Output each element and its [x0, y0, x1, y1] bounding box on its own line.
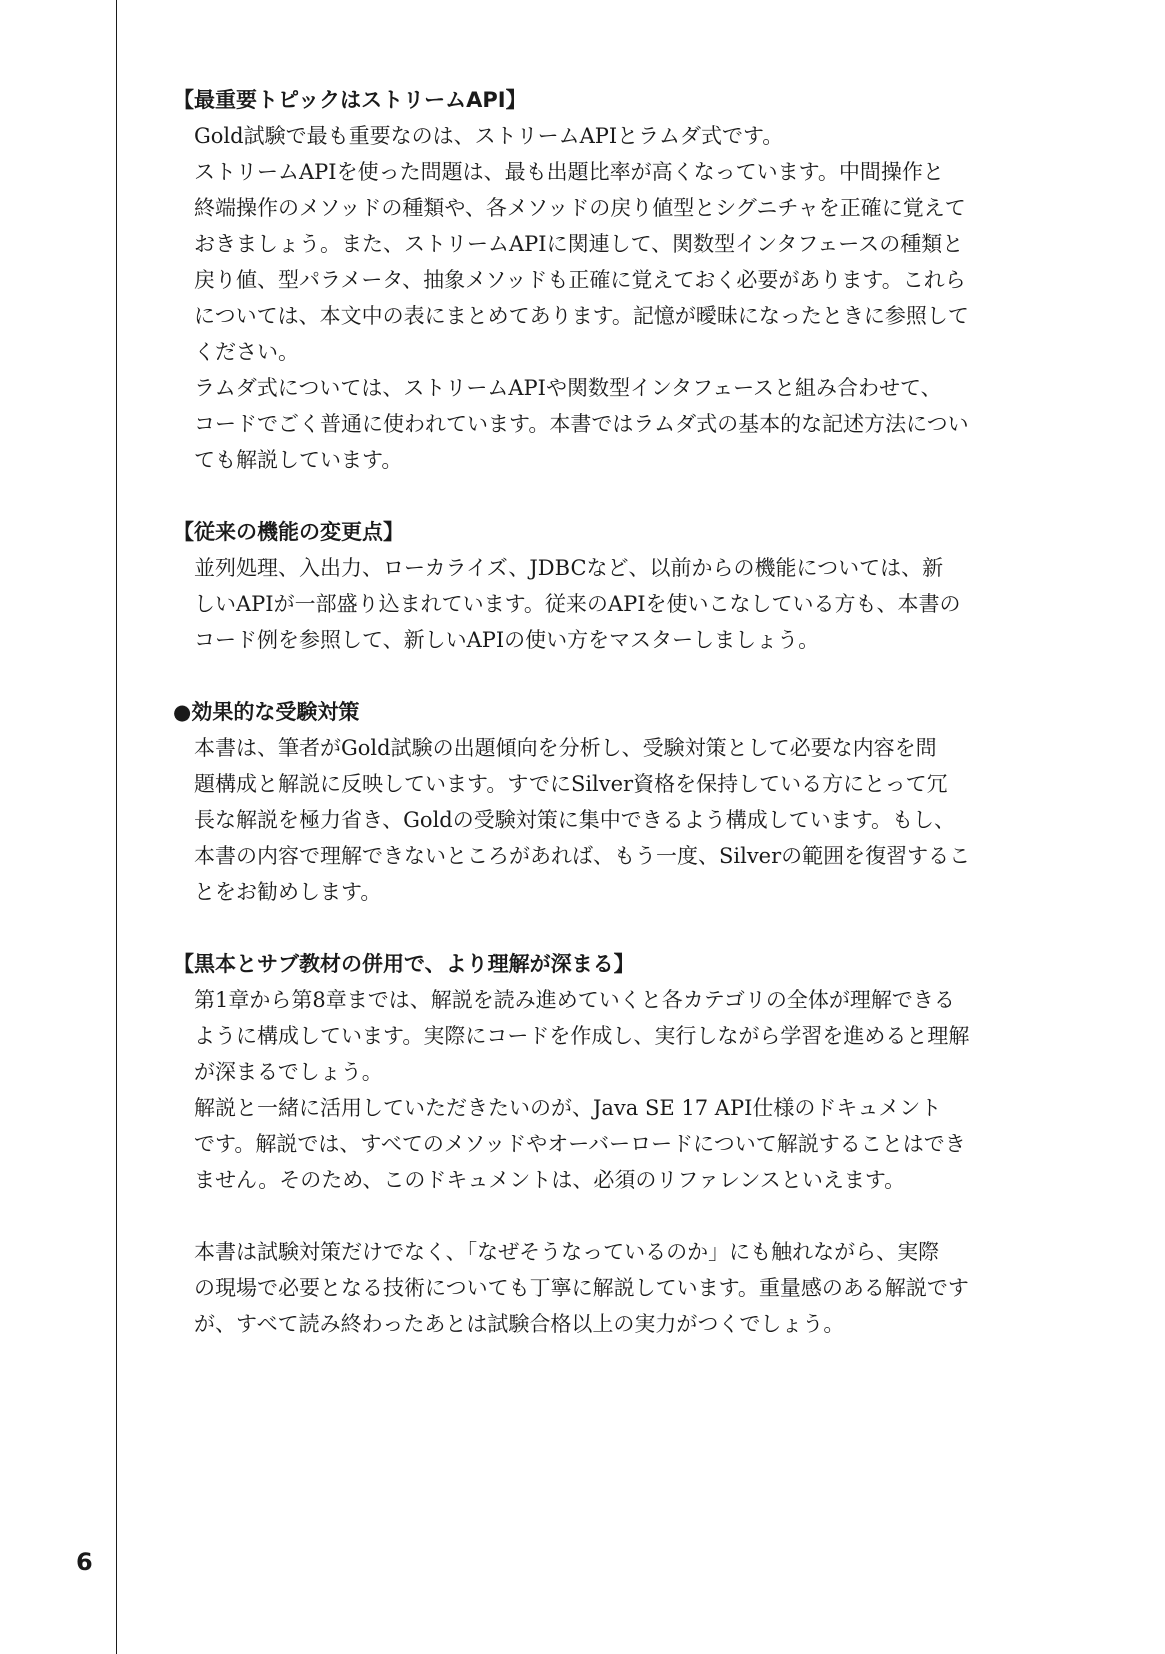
paragraph [173, 1090, 1051, 1198]
paragraph [173, 1234, 1051, 1342]
paragraph-line: 終端操作のメソッドの種類や、各メソッドの戻り値型とシグニチャを正確に覚えて [194, 196, 966, 220]
section-heading: 【最重要トピックはストリームAPI】 [173, 88, 527, 112]
paragraph-line: 本書は、筆者がGold試験の出題傾向を分析し、受験対策として必要な内容を問 [194, 736, 937, 760]
section [173, 946, 1051, 1198]
paragraph-line: です。解説では、すべてのメソッドやオーバーロードについて解説することはでき [194, 1132, 966, 1156]
section [173, 694, 1051, 910]
paragraph-line: しいAPIが一部盛り込まれています。従来のAPIを使いこなしている方も、本書の [194, 592, 961, 616]
paragraph [173, 154, 1051, 370]
section-heading: 【従来の機能の変更点】 [173, 520, 404, 544]
section-heading: 【黒本とサブ教材の併用で、より理解が深まる】 [173, 952, 635, 976]
paragraph [173, 982, 1051, 1090]
paragraph-line: ません。そのため、このドキュメントは、必須のリファレンスといえます。 [194, 1168, 906, 1192]
section-heading: ●効果的な受験対策 [173, 700, 360, 724]
section [173, 1234, 1051, 1342]
paragraph-line: 題構成と解説に反映しています。すでにSilver資格を保持している方にとって冗 [194, 772, 948, 796]
paragraph-line: 本書の内容で理解できないところがあれば、もう一度、Silverの範囲を復習するこ [194, 844, 971, 868]
paragraph-line: おきましょう。また、ストリームAPIに関連して、関数型インタフェースの種類と [194, 232, 964, 256]
paragraph-line: ください。 [194, 340, 299, 364]
paragraph-line: 第1章から第8章までは、解説を読み進めていくと各カテゴリの全体が理解できる [194, 988, 955, 1012]
paragraph-line: が深まるでしょう。 [194, 1060, 383, 1084]
paragraph-line: 解説と一緒に活用していただきたいのが、Java SE 17 API仕様のドキュメント [194, 1096, 942, 1120]
paragraph-line: については、本文中の表にまとめてあります。記憶が曖昧になったときに参照して [194, 304, 969, 328]
page-body [173, 82, 1051, 1342]
paragraph-line: ても解説しています。 [194, 448, 403, 472]
paragraph-line: コード例を参照して、新しいAPIの使い方をマスターしましょう。 [194, 628, 820, 652]
section [173, 82, 1051, 478]
paragraph-line: コードでごく普通に使われています。本書ではラムダ式の基本的な記述方法につい [194, 412, 969, 436]
paragraph-line: ラムダ式については、ストリームAPIや関数型インタフェースと組み合わせて、 [194, 376, 942, 400]
page-number: 6 [76, 1548, 93, 1576]
margin-rule [116, 0, 117, 1654]
paragraph-line: 長な解説を極力省き、Goldの受験対策に集中できるよう構成しています。もし、 [194, 808, 956, 832]
paragraph-line: の現場で必要となる技術についても丁寧に解説しています。重量感のある解説です [194, 1276, 969, 1300]
paragraph-line: ストリームAPIを使った問題は、最も出題比率が高くなっています。中間操作と [194, 160, 944, 184]
paragraph-line: とをお勧めします。 [194, 880, 382, 904]
section-gap [173, 658, 1051, 694]
section-gap [173, 910, 1051, 946]
paragraph [173, 370, 1051, 478]
section-gap [173, 1198, 1051, 1234]
paragraph-line: 並列処理、入出力、ローカライズ、JDBCなど、以前からの機能については、新 [194, 556, 944, 580]
paragraph [173, 550, 1051, 658]
paragraph [173, 118, 1051, 154]
paragraph [173, 730, 1051, 910]
paragraph-line: 戻り値、型パラメータ、抽象メソッドも正確に覚えておく必要があります。これら [194, 268, 966, 292]
section-gap [173, 478, 1051, 514]
paragraph-line: が、すべて読み終わったあとは試験合格以上の実力がつくでしょう。 [194, 1312, 845, 1336]
paragraph-line: 本書は試験対策だけでなく、「なぜそうなっているのか」にも触れながら、実際 [194, 1240, 940, 1264]
paragraph-line: ように構成しています。実際にコードを作成し、実行しながら学習を進めると理解 [194, 1024, 970, 1048]
paragraph-line: Gold試験で最も重要なのは、ストリームAPIとラムダ式です。 [194, 124, 784, 148]
section [173, 514, 1051, 658]
